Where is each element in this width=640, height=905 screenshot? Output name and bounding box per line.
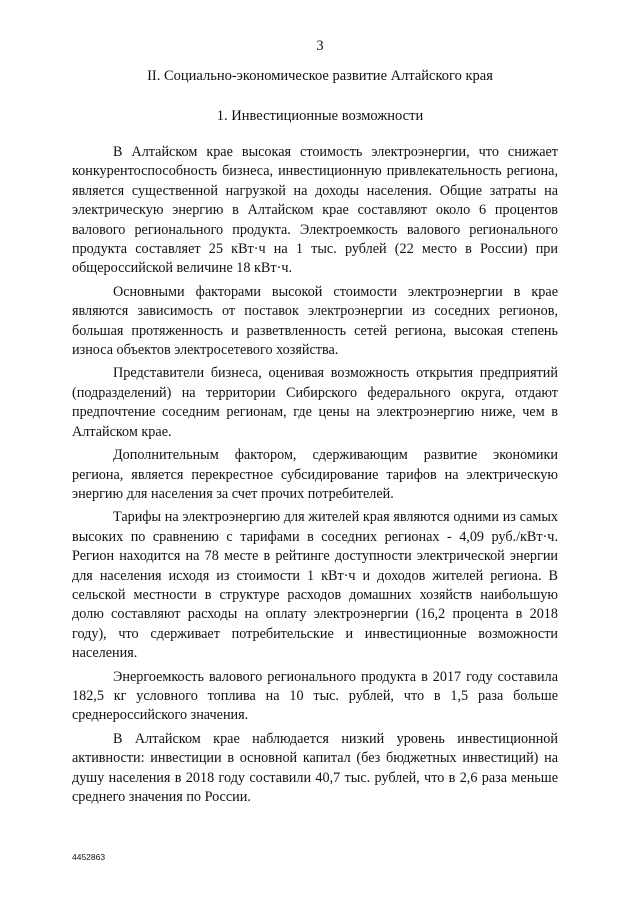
section-heading: II. Социально-экономическое развитие Алтайского края: [147, 68, 493, 84]
paragraph: В Алтайском крае высокая стоимость электроэнергии, что снижает конкурентоспособность бизнеса, инвестиционную привлекательность региона, является существенной нагрузкой на доходы населения. Общие затраты на электрическую энергию в Алтайском крае составляют около 6 процентов валового регионального продукта. Электроемкость валового регионального продукта составляет 25 кВт·ч на 1 тыс. рублей (22 место в России) при общероссийской величине 18 кВт·ч.: [72, 144, 558, 277]
document-code: 4452863: [72, 852, 106, 862]
paragraph: Дополнительным фактором, сдерживающим развитие экономики региона, является перекрестное субсидирование тарифов на электрическую энергию для населения за счет прочих потребителей.: [72, 447, 558, 502]
paragraph: Тарифы на электроэнергию для жителей края являются одними из самых высоких по сравнению с тарифами в соседних регионах - 4,09 руб./кВт·ч. Регион находится на 78 месте в рейтинге доступности электрической энергии для населения исходя из стоимости 1 кВт·ч и доходов жителей региона. В сельской местности в структуре расходов домашних хозяйств наибольшую долю составляют расходы на оплату электроэнергии (16,2 процента в 2018 году), что сдерживает потребительские и инвестиционные возможности населения.: [72, 509, 558, 662]
paragraph: Энергоемкость валового регионального продукта в 2017 году составила 182,5 кг условного топлива на 10 тыс. рублей, что в 1,5 раза больше среднероссийского значения.: [72, 668, 558, 724]
paragraph: В Алтайском крае наблюдается низкий уровень инвестиционной активности: инвестиции в основной капитал (без бюджетных инвестиций) на душу населения в 2018 году составили 40,7 тыс. рублей, что в 2,6 раза меньше среднего значения по России.: [72, 730, 558, 805]
paragraph: Основными факторами высокой стоимости электроэнергии в крае являются зависимость от поставок электроэнергии из соседних регионов, большая протяженность и разветвленность сетей региона, высокая степень износа объектов электросетевого хозяйства.: [72, 283, 558, 359]
paragraph: Представители бизнеса, оценивая возможность открытия предприятий (подразделений) на территории Сибирского федерального округа, отдают предпочтение соседним регионам, где цены на электроэнергию ниже, чем в Алтайском крае.: [72, 365, 558, 440]
body-text: [72, 143, 558, 811]
page-number: 3: [316, 38, 324, 54]
subsection-heading: 1. Инвестиционные возможности: [216, 108, 424, 124]
